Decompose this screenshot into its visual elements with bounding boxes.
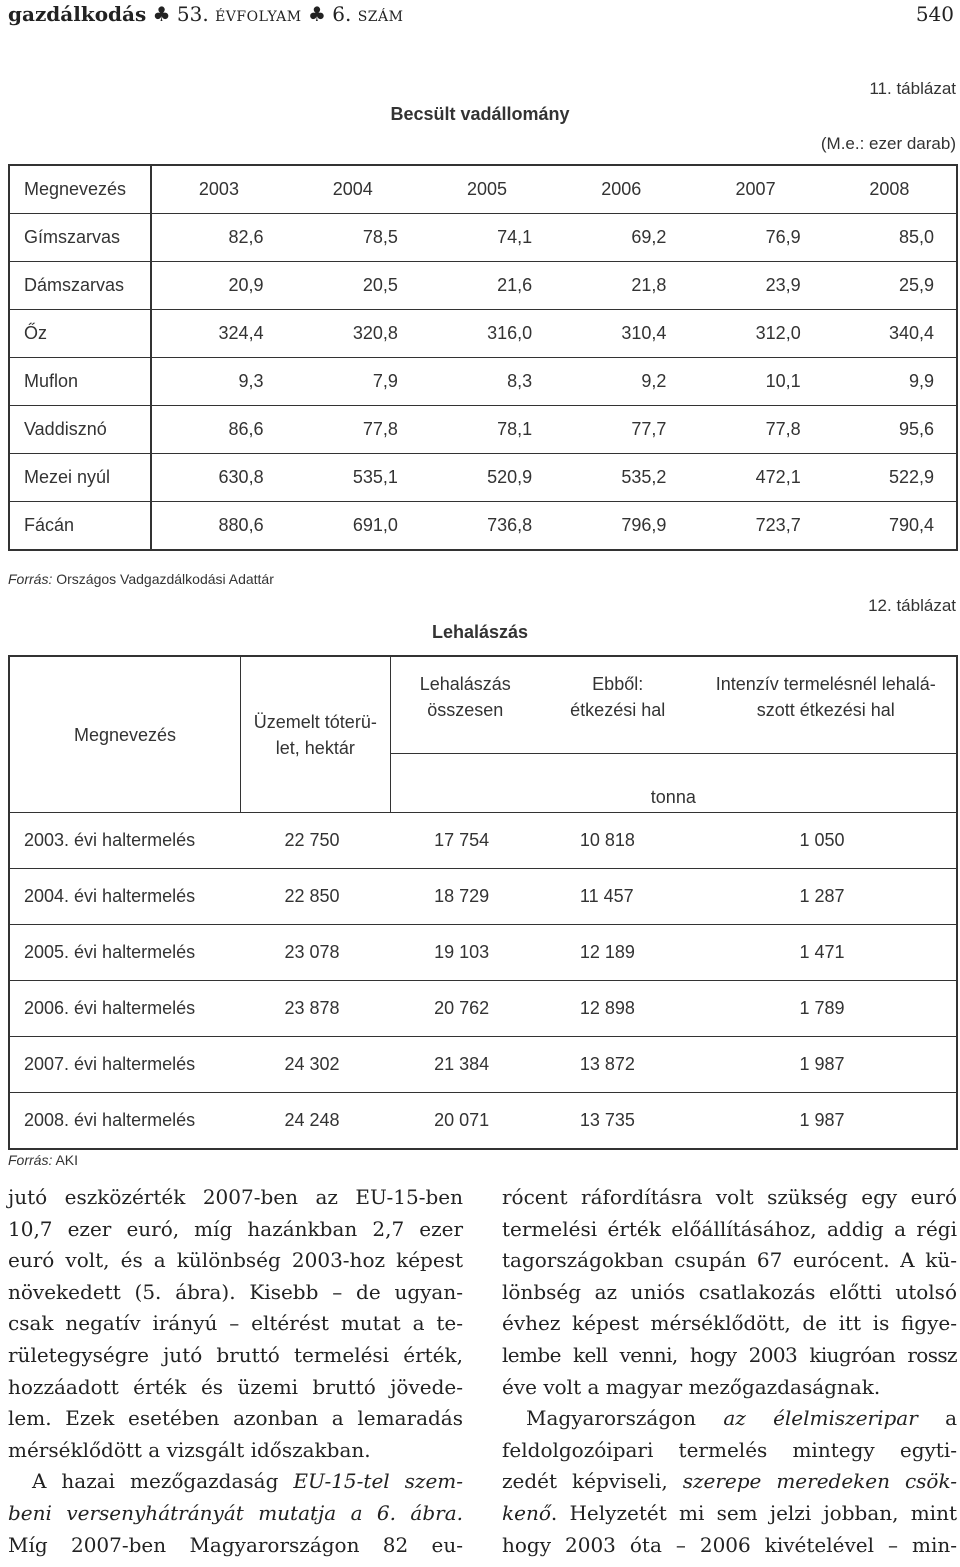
table-number: 12. táblázat	[868, 596, 956, 615]
table-cell: 20,9	[151, 262, 285, 310]
table-cell: 20 762	[390, 981, 540, 1037]
table-cell: 310,4	[554, 310, 688, 358]
table-cell: 69,2	[554, 214, 688, 262]
table-cell: 736,8	[420, 502, 554, 551]
page-number: 540	[915, 2, 954, 26]
text-run-italic: EU-15-tel szem-	[293, 1469, 463, 1494]
page-header	[8, 0, 960, 30]
table-source	[8, 571, 274, 587]
table-row	[9, 925, 957, 981]
table-cell: 790,4	[823, 502, 957, 551]
table-row	[9, 502, 957, 551]
table-source	[8, 1152, 78, 1168]
table-cell: 13 872	[540, 1037, 696, 1093]
table-cell: 13 735	[540, 1093, 696, 1150]
table-title: Lehalászás	[431, 622, 529, 642]
text-line	[8, 1498, 463, 1530]
text-line: termelési érték előállításához, addig a régi	[502, 1216, 957, 1241]
table-row	[9, 813, 957, 869]
table-cell: 520,9	[420, 454, 554, 502]
column-header: Megnevezés	[9, 165, 151, 214]
column-header	[696, 656, 957, 754]
table-cell: 85,0	[823, 214, 957, 262]
table-cell: 23,9	[688, 262, 822, 310]
paragraph	[502, 1182, 957, 1403]
table-cell: 22 750	[240, 813, 390, 869]
issue-label: SZÁM	[357, 9, 404, 25]
header-line: Lehalászás	[419, 674, 511, 694]
table-cell: 324,4	[151, 310, 285, 358]
text-line: hogy 2003 óta – 2006 kivételével – min-	[502, 1532, 957, 1557]
row-label: Dámszarvas	[9, 262, 151, 310]
text-line: lönbség az uniós csatlakozás előtti utolsó	[502, 1279, 957, 1304]
text-line: Míg 2007-ben Magyarországon 82 eu-	[8, 1532, 463, 1557]
table-row	[9, 262, 957, 310]
table-cell: 8,3	[420, 358, 554, 406]
source-label: Forrás:	[8, 571, 53, 587]
paragraph	[8, 1182, 463, 1466]
table-cell: 796,9	[554, 502, 688, 551]
table-unit: (M.e.: ezer darab)	[820, 134, 956, 153]
paragraph	[502, 1403, 957, 1561]
text-run-italic: az élelmiszeripar	[723, 1406, 918, 1431]
text-line: 10,7 ezer euró, míg hazánkban 2,7 ezer	[8, 1216, 463, 1241]
row-label: Mezei nyúl	[9, 454, 151, 502]
source-label: Forrás:	[8, 1152, 53, 1168]
table-row	[9, 981, 957, 1037]
column-header	[390, 656, 540, 754]
row-label: Gímszarvas	[9, 214, 151, 262]
table-cell: 691,0	[286, 502, 420, 551]
table-cell: 1 287	[696, 869, 957, 925]
text-run: Magyarországon	[526, 1406, 724, 1431]
table-cell: 340,4	[823, 310, 957, 358]
table-cell: 18 729	[390, 869, 540, 925]
volume-number: 53.	[176, 2, 209, 26]
table-cell: 24 302	[240, 1037, 390, 1093]
row-label: Vaddisznó	[9, 406, 151, 454]
text-line: csak negatív irányú – eltérést mutat a te-	[8, 1311, 463, 1336]
club-icon: ♣	[152, 2, 171, 26]
table-cell: 12 189	[540, 925, 696, 981]
table-cell: 1 789	[696, 981, 957, 1037]
table-cell: 522,9	[823, 454, 957, 502]
table-cell: 22 850	[240, 869, 390, 925]
text-line: lem. Ezek esetében azonban a lemaradás	[8, 1406, 463, 1431]
table-cell: 316,0	[420, 310, 554, 358]
text-run-italic: kenő	[502, 1500, 551, 1525]
column-header: 2004	[286, 165, 420, 214]
table-cell: 82,6	[151, 214, 285, 262]
source-text: AKI	[55, 1152, 79, 1168]
text-line	[502, 1403, 957, 1435]
text-line: éve volt a magyar mezőgazdaságnak.	[502, 1374, 881, 1399]
table-cell: 21 384	[390, 1037, 540, 1093]
header-line: étkezési hal	[570, 700, 666, 720]
volume-label: ÉVFOLYAM	[215, 9, 302, 25]
row-label: 2007. évi haltermelés	[9, 1037, 240, 1093]
paragraph	[8, 1466, 463, 1561]
source-text: Országos Vadgazdálkodási Adattár	[56, 571, 274, 587]
table-cell: 9,3	[151, 358, 285, 406]
table-row	[9, 214, 957, 262]
text-run: A hazai mezőgazdaság	[32, 1469, 294, 1494]
table-cell: 535,2	[554, 454, 688, 502]
row-label: 2004. évi haltermelés	[9, 869, 240, 925]
text-run-italic: beni versenyhátrányát mutatja a 6. ábra.	[8, 1500, 463, 1525]
body-column-right	[502, 1182, 957, 1561]
row-label: Őz	[9, 310, 151, 358]
table-cell: 78,5	[286, 214, 420, 262]
table-cell: 1 987	[696, 1037, 957, 1093]
table-cell: 1 050	[696, 813, 957, 869]
header-line: Üzemelt tóterü-	[253, 711, 377, 732]
table-cell: 1 987	[696, 1093, 957, 1150]
unit-header: tonna	[390, 754, 957, 813]
table-cell: 472,1	[688, 454, 822, 502]
fishing-table	[8, 655, 958, 1150]
header-line: let, hektár	[275, 737, 355, 758]
column-header: 2003	[151, 165, 285, 214]
column-header: 2007	[688, 165, 822, 214]
table-cell: 24 248	[240, 1093, 390, 1150]
wildlife-table	[8, 164, 958, 551]
table-row	[9, 358, 957, 406]
table-cell: 312,0	[688, 310, 822, 358]
table-cell: 21,6	[420, 262, 554, 310]
table-cell: 535,1	[286, 454, 420, 502]
table-cell: 1 471	[696, 925, 957, 981]
text-line: tagországokban csupán 67 eurócent. A kü-	[502, 1248, 957, 1273]
table-cell: 77,7	[554, 406, 688, 454]
table-cell: 76,9	[688, 214, 822, 262]
table-cell: 23 078	[240, 925, 390, 981]
table-cell: 21,8	[554, 262, 688, 310]
table-cell: 95,6	[823, 406, 957, 454]
table-cell: 77,8	[688, 406, 822, 454]
row-label: 2008. évi haltermelés	[9, 1093, 240, 1150]
journal-line	[8, 2, 403, 26]
column-header: Megnevezés	[9, 656, 240, 813]
column-header	[240, 656, 390, 813]
row-label: Muflon	[9, 358, 151, 406]
table-cell: 12 898	[540, 981, 696, 1037]
body-column-left	[8, 1182, 463, 1561]
table-cell: 86,6	[151, 406, 285, 454]
table-cell: 20 071	[390, 1093, 540, 1150]
table-row	[9, 310, 957, 358]
table-number: 11. táblázat	[869, 79, 956, 98]
text-line: lembe kell venni, hogy 2003 kiugróan rossz	[502, 1342, 957, 1367]
text-run: . Helyzetét mi sem jelzi jobban, mint	[550, 1500, 957, 1525]
text-run: zedét képviseli,	[502, 1469, 683, 1494]
column-header: 2008	[823, 165, 957, 214]
text-line: feldolgozóipari termelés mintegy egyti-	[502, 1437, 957, 1462]
text-line	[502, 1466, 957, 1498]
text-line: hozzáadott érték és üzemi bruttó jövede-	[8, 1374, 463, 1399]
text-line	[502, 1498, 957, 1530]
header-line: Ebből:	[592, 674, 644, 694]
table-row	[9, 454, 957, 502]
text-line: mérséklődött a vizsgált időszakban.	[8, 1437, 371, 1462]
table-cell: 10,1	[688, 358, 822, 406]
club-icon: ♣	[307, 2, 326, 26]
table-row	[9, 406, 957, 454]
text-run: a	[917, 1406, 957, 1431]
table-cell: 630,8	[151, 454, 285, 502]
row-label: 2005. évi haltermelés	[9, 925, 240, 981]
table-cell: 77,8	[286, 406, 420, 454]
table-cell: 74,1	[420, 214, 554, 262]
table-cell: 10 818	[540, 813, 696, 869]
table-cell: 78,1	[420, 406, 554, 454]
text-line: évhez képest mérséklődött, de itt is figye-	[502, 1311, 957, 1336]
header-line: Intenzív termelésnél lehalá-	[715, 674, 936, 694]
table-cell: 9,2	[554, 358, 688, 406]
table-cell: 723,7	[688, 502, 822, 551]
table-cell: 25,9	[823, 262, 957, 310]
table-cell: 7,9	[286, 358, 420, 406]
table-cell: 11 457	[540, 869, 696, 925]
table-header-row	[9, 165, 957, 214]
table-title: Becsült vadállomány	[390, 104, 570, 124]
table-cell: 320,8	[286, 310, 420, 358]
journal-name: gazdálkodás	[8, 2, 147, 26]
text-line: rócent ráfordításra volt szükség egy euró	[502, 1185, 957, 1209]
row-label: Fácán	[9, 502, 151, 551]
text-line: euró volt, és a különbség 2003-hoz képest	[8, 1248, 463, 1273]
table-cell: 880,6	[151, 502, 285, 551]
row-label: 2003. évi haltermelés	[9, 813, 240, 869]
text-run-italic: szerepe meredeken csök-	[682, 1469, 957, 1494]
column-header	[540, 656, 696, 754]
table-row	[9, 869, 957, 925]
table-cell: 20,5	[286, 262, 420, 310]
table-cell: 9,9	[823, 358, 957, 406]
text-line: növekedett (5. ábra). Kisebb – de ugyan-	[8, 1279, 463, 1304]
table-cell: 19 103	[390, 925, 540, 981]
header-line: összesen	[427, 700, 504, 720]
text-line: jutó eszközérték 2007-ben az EU-15-ben	[8, 1185, 463, 1209]
column-header: 2005	[420, 165, 554, 214]
issue-number: 6.	[332, 2, 352, 26]
header-line: szott étkezési hal	[756, 700, 895, 720]
text-line	[8, 1466, 463, 1498]
table-row	[9, 1037, 957, 1093]
text-line: rületegységre jutó bruttó termelési érték,	[8, 1342, 463, 1367]
column-header: 2006	[554, 165, 688, 214]
row-label: 2006. évi haltermelés	[9, 981, 240, 1037]
table-cell: 23 878	[240, 981, 390, 1037]
table-cell: 17 754	[390, 813, 540, 869]
table-row	[9, 1093, 957, 1150]
